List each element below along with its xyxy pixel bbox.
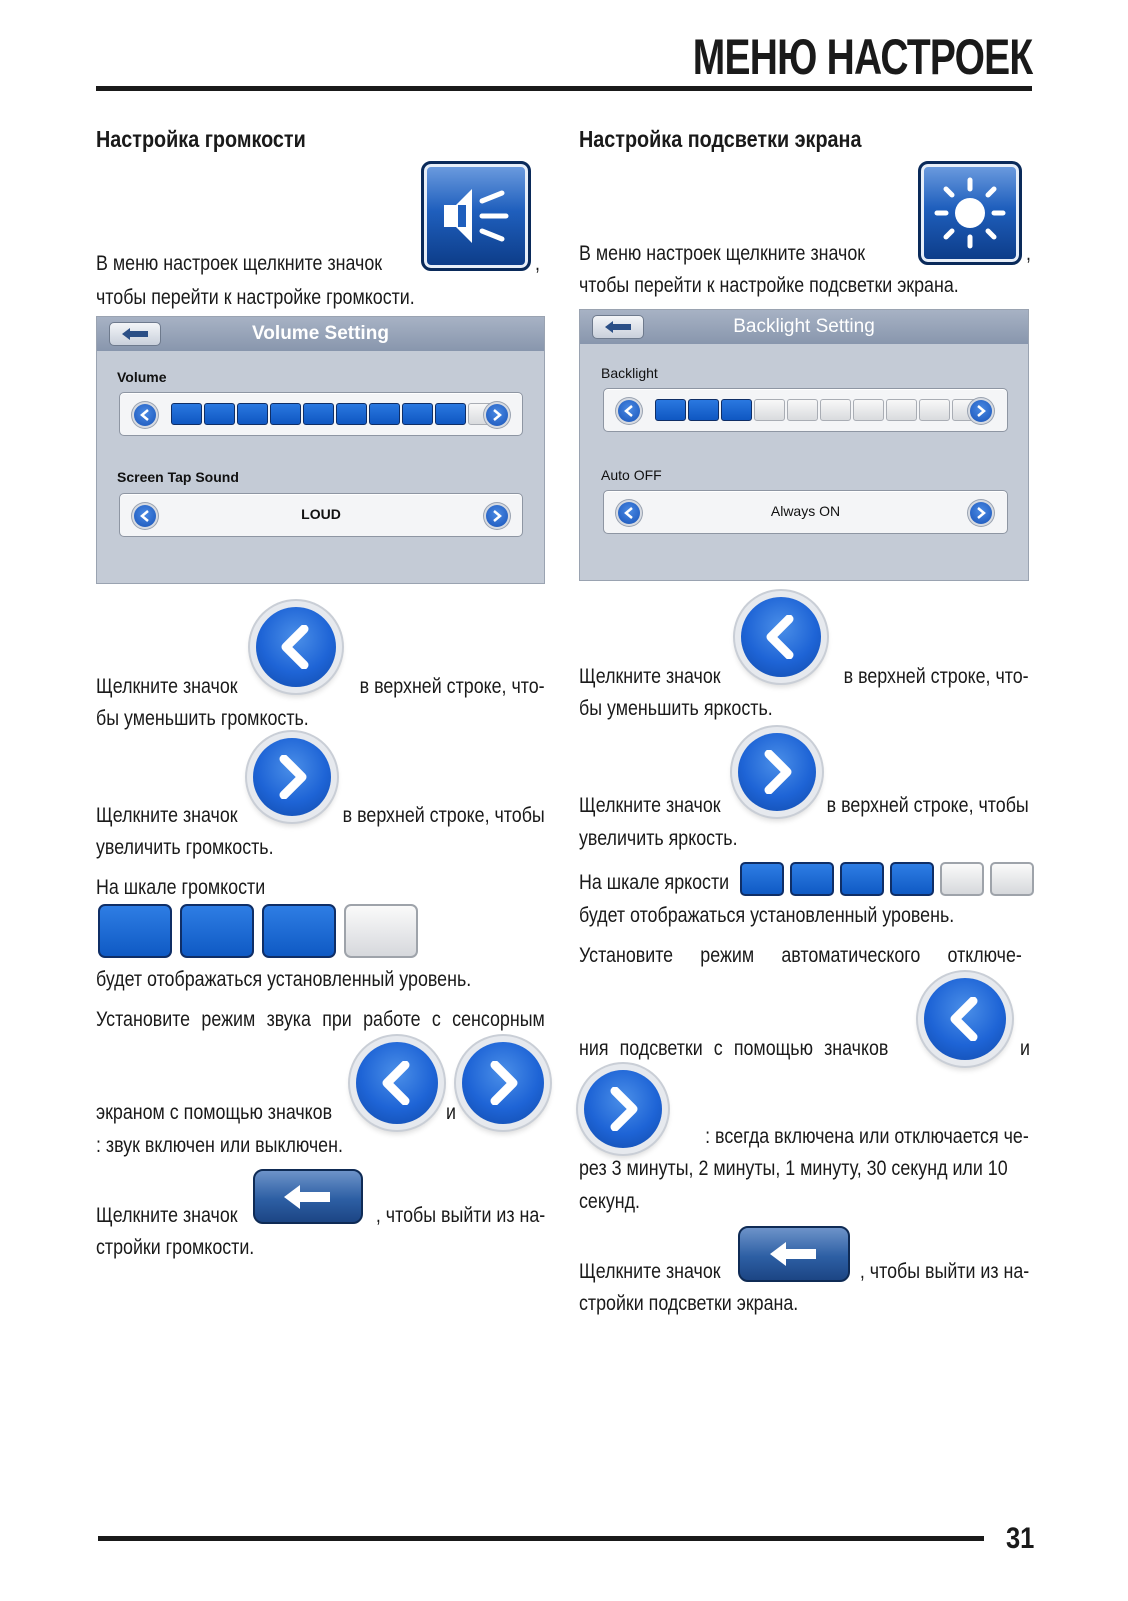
arrow-left-circle-icon [356, 1042, 438, 1124]
level-segment-on [303, 403, 334, 425]
auto-off-label: Auto OFF [601, 467, 662, 483]
right-p6-c: стройки подсветки экрана. [579, 1292, 799, 1315]
level-segment-on [204, 403, 235, 425]
arrow-right-circle-icon [738, 733, 816, 811]
right-p5-d: рез 3 минуты, 2 минуты, 1 минуту, 30 секунд или 10 [579, 1157, 1008, 1180]
brightness-scale-illustration [740, 862, 1034, 896]
level-segment-on [435, 403, 466, 425]
backlight-level-bar [655, 399, 983, 421]
level-segment-on [688, 399, 719, 421]
right-p5-and: и [1020, 1037, 1030, 1060]
header-rule [96, 86, 1032, 91]
arrow-left-circle-icon [924, 978, 1006, 1060]
auto-off-next-icon[interactable] [970, 502, 992, 524]
left-p5-b: экраном с помощью значков [96, 1101, 333, 1124]
right-p2-a: Щелкните значок [579, 665, 721, 688]
right-p1-b: чтобы перейти к настройке подсветки экрана. [579, 274, 959, 297]
left-p4-b: будет отображаться установленный уровень. [96, 968, 472, 991]
volume-increase-icon[interactable] [486, 404, 508, 426]
left-p1-a: В меню настроек щелкните значок [96, 252, 383, 275]
level-segment-off [820, 399, 851, 421]
volume-scale-illustration [98, 904, 418, 958]
auto-off-selector[interactable] [603, 490, 1008, 534]
scale-segment-off [344, 904, 418, 958]
arrow-left-circle-icon [741, 597, 821, 677]
screenshot-title: Backlight Setting [733, 316, 875, 337]
right-p5-a: Установите режим автоматического отключе- [579, 944, 1022, 967]
volume-label: Volume [117, 369, 167, 385]
arrow-right-circle-icon [462, 1042, 544, 1124]
sun-icon [918, 161, 1022, 265]
page-title: МЕНЮ НАСТРОЕК [692, 29, 1032, 85]
right-p3-b: в верхней строке, чтобы [826, 794, 1029, 817]
arrow-right-circle-icon [253, 738, 331, 816]
left-p5-a: Установите режим звука при работе с сенсорным [96, 1008, 545, 1031]
auto-off-value: Always ON [770, 503, 841, 519]
left-p6-a: Щелкните значок [96, 1204, 238, 1227]
section-heading-volume: Настройка громкости [96, 126, 306, 152]
right-p5-e: секунд. [579, 1190, 641, 1213]
tap-sound-selector[interactable] [119, 493, 523, 537]
left-p1-b: чтобы перейти к настройке громкости. [96, 286, 415, 309]
scale-segment-off [940, 862, 984, 896]
back-arrow-icon [738, 1226, 850, 1282]
tap-sound-next-icon[interactable] [486, 505, 508, 527]
level-segment-off [754, 399, 785, 421]
right-p3-c: увеличить яркость. [579, 827, 738, 850]
tap-sound-value: LOUD [301, 506, 341, 522]
screenshot-title: Volume Setting [252, 323, 389, 344]
left-p6-c: стройки громкости. [96, 1236, 255, 1259]
level-segment-on [721, 399, 752, 421]
tap-sound-label: Screen Tap Sound [117, 469, 239, 485]
left-p1-comma: , [535, 252, 540, 275]
right-p3-a: Щелкните значок [579, 794, 721, 817]
scale-segment-off [990, 862, 1034, 896]
right-p4-a: На шкале яркости [579, 871, 730, 894]
screenshot-title-bar [580, 310, 1028, 344]
right-p2-c: бы уменьшить яркость. [579, 697, 773, 720]
backlight-increase-icon[interactable] [970, 400, 992, 422]
volume-setting-screenshot [96, 316, 545, 584]
backlight-slider[interactable] [603, 388, 1008, 432]
right-p4-b: будет отображаться установленный уровень. [579, 904, 955, 927]
level-segment-on [369, 403, 400, 425]
level-segment-on [402, 403, 433, 425]
back-arrow-icon [253, 1169, 363, 1224]
arrow-left-circle-icon [256, 607, 336, 687]
left-p5-and: и [446, 1101, 456, 1124]
scale-segment-on [790, 862, 834, 896]
right-p2-b: в верхней строке, что- [844, 665, 1029, 688]
level-segment-off [787, 399, 818, 421]
level-segment-on [237, 403, 268, 425]
left-p3-b: в верхней строке, чтобы [342, 804, 545, 827]
volume-slider[interactable] [119, 392, 523, 436]
right-p6-a: Щелкните значок [579, 1260, 721, 1283]
scale-segment-on [890, 862, 934, 896]
scale-segment-on [262, 904, 336, 958]
scale-segment-on [840, 862, 884, 896]
left-p2-c: бы уменьшить громкость. [96, 707, 309, 730]
right-p1-comma: , [1026, 242, 1031, 265]
level-segment-on [655, 399, 686, 421]
left-p2-a: Щелкните значок [96, 675, 238, 698]
volume-decrease-icon[interactable] [134, 404, 156, 426]
backlight-setting-screenshot [579, 309, 1029, 581]
left-p2-b: в верхней строке, что- [360, 675, 545, 698]
left-p3-a: Щелкните значок [96, 804, 238, 827]
scale-segment-on [180, 904, 254, 958]
backlight-label: Backlight [601, 365, 658, 381]
level-segment-off [853, 399, 884, 421]
left-p6-b: , чтобы выйти из на- [375, 1204, 545, 1227]
left-p3-c: увеличить громкость. [96, 836, 274, 859]
level-segment-off [919, 399, 950, 421]
right-p5-c: : всегда включена или отключается че- [705, 1125, 1029, 1148]
footer-rule [98, 1536, 984, 1541]
right-p6-b: , чтобы выйти из на- [859, 1260, 1029, 1283]
section-heading-backlight: Настройка подсветки экрана [579, 126, 862, 152]
right-p1-a: В меню настроек щелкните значок [579, 242, 866, 265]
speaker-icon [421, 161, 531, 271]
page-number: 31 [1006, 1522, 1035, 1555]
level-segment-on [270, 403, 301, 425]
volume-level-bar [171, 403, 499, 425]
left-p5-c: : звук включен или выключен. [96, 1134, 343, 1157]
scale-segment-on [740, 862, 784, 896]
right-p5-b: ния подсветки с помощью значков [579, 1037, 889, 1060]
level-segment-on [336, 403, 367, 425]
screenshot-title-bar [97, 317, 544, 351]
scale-segment-on [98, 904, 172, 958]
level-segment-on [171, 403, 202, 425]
backlight-decrease-icon[interactable] [618, 400, 640, 422]
arrow-right-circle-icon [584, 1070, 662, 1148]
left-p4-a: На шкале громкости [96, 876, 266, 899]
level-segment-off [886, 399, 917, 421]
